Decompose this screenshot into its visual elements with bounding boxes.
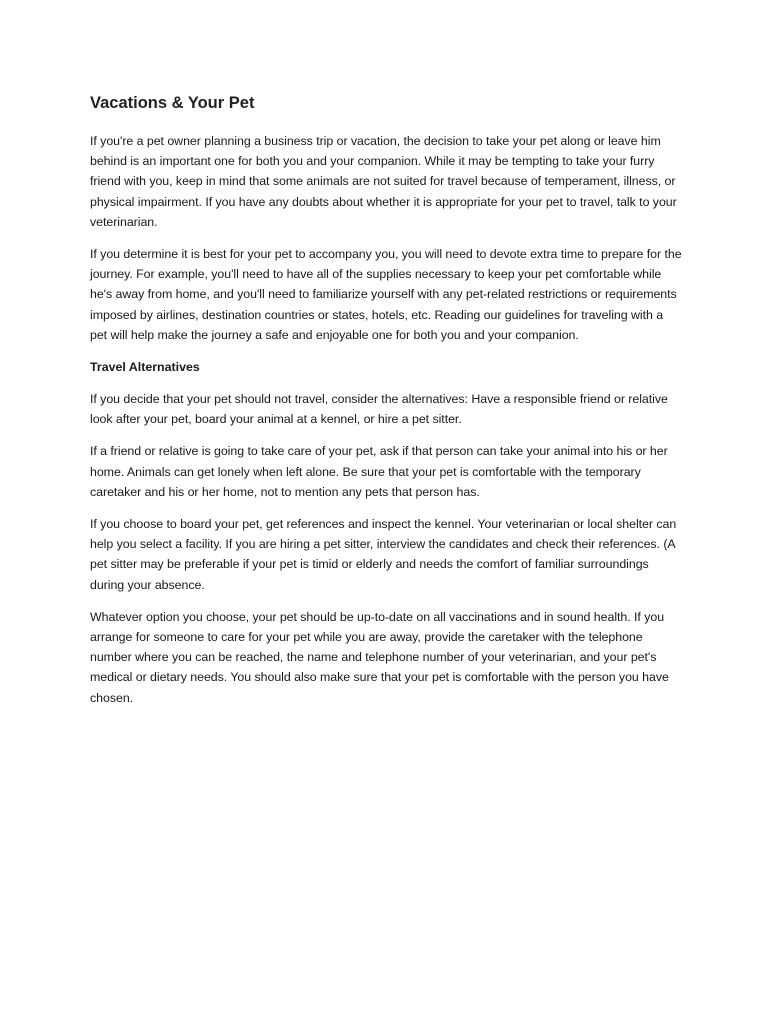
section-paragraph-1: If you decide that your pet should not travel, consider the alternatives: Have a responsible friend or relative look after your pet, board your animal at a kennel, or hire a pet sitter.	[90, 392, 668, 427]
section-paragraph-2: If a friend or relative is going to take care of your pet, ask if that person can take your animal into his or her home. Animals can get lonely when left alone. Be sure that your pet is comfortable with the temporary caretaker and his or her home, not to mention any pets that person has.	[90, 444, 668, 499]
section-paragraph-3: If you choose to board your pet, get references and inspect the kennel. Your veterinarian or local shelter can help you select a facility. If you are hiring a pet sitter, interview the candidates and check their references. (A pet sitter may be preferable if your pet is timid or elderly and needs the comfort of familiar surroundings during your absence.	[90, 517, 677, 592]
section-paragraph-4: Whatever option you choose, your pet should be up-to-date on all vaccinations and in sound health. If you arrange for someone to care for your pet while you are away, provide the caretaker with the telephone number where you can be reached, the name and telephone number of your veterinarian, and your pet's medical or dietary needs. You should also make sure that your pet is comfortable with the person you have chosen.	[90, 609, 669, 705]
intro-paragraph-2: If you determine it is best for your pet to accompany you, you will need to devote extra time to prepare for the journey. For example, you'll need to have all of the supplies necessary to keep your pet comfortable while he's away from home, and you'll need to familiarize yourself with any pet-related restrictions or requirements imposed by airlines, destination countries or states, hotels, etc. Reading our guidelines for traveling with a pet will help make the journey a safe and enjoyable one for both you and your companion.	[90, 247, 682, 342]
document-page	[90, 92, 682, 720]
intro-paragraph-1: If you're a pet owner planning a business trip or vacation, the decision to take your pet along or leave him behind is an important one for both you and your companion. While it may be tempting to take your furry friend with you, keep in mind that some animals are not suited for travel because of temperament, illness, or physical impairment. If you have any doubts about whether it is appropriate for your pet to travel, talk to your veterinarian.	[90, 134, 677, 229]
document-title: Vacations & Your Pet	[90, 94, 255, 112]
section-heading-travel-alternatives: Travel Alternatives	[90, 360, 200, 375]
